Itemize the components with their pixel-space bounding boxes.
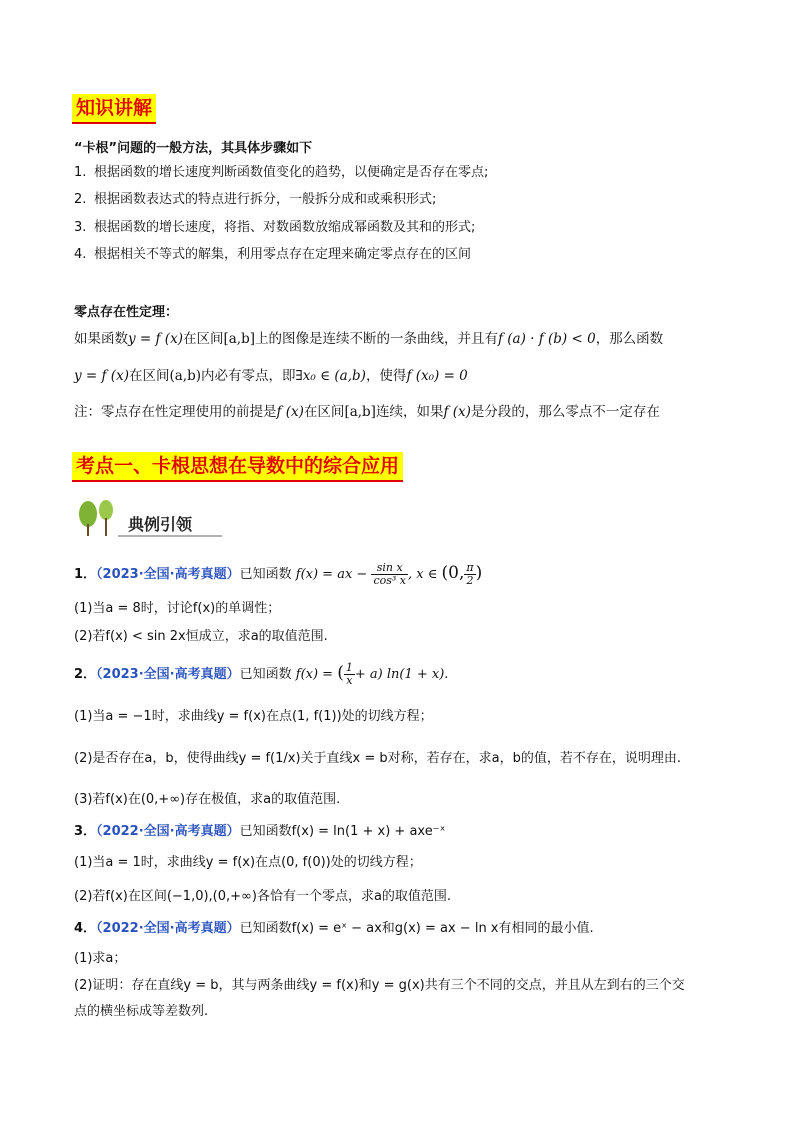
text: ，那么函数 xyxy=(595,331,664,347)
step-4 xyxy=(74,246,471,264)
text: 在区间 xyxy=(182,331,224,347)
text: 注：零点存在性定理使用的前提是 xyxy=(74,404,277,420)
math-interval: [a,b] xyxy=(344,404,376,420)
math-expr: , x ∈ xyxy=(408,567,438,582)
problem-source: （2022·全国·高考真题） xyxy=(96,921,240,936)
problem-2-q3: (3)若f(x)在(0,+∞)存在极值，求a的取值范围. xyxy=(74,792,341,807)
problem-number: 4． xyxy=(74,921,97,936)
fraction xyxy=(371,562,408,587)
step-text: 根据函数表达式的特点进行拆分，一般拆分成和或乘积形式; xyxy=(94,192,437,207)
step-text: 根据函数的增长速度，将指、对数函数放缩成幂函数及其和的形式; xyxy=(94,220,476,235)
text: 已知函数 xyxy=(239,567,292,582)
math-interval: (a,b) xyxy=(169,368,201,384)
problem-number: 3． xyxy=(74,824,97,839)
problem-2-q2: (2)是否存在a，b，使得曲线y = f(1/x)关于直线x = b对称，若存在，求a，b的值，若不存在，说明理由. xyxy=(74,751,682,766)
fraction-den: x xyxy=(346,674,353,687)
math-expr: f(x) = ax − xyxy=(295,567,368,582)
problem-1-q2: (2)若f(x) < sin 2x恒成立，求a的取值范围. xyxy=(74,629,328,644)
problem-number: 2． xyxy=(74,667,97,682)
intro-text: “卡根”问题的一般方法，其具体步骤如下 xyxy=(74,141,313,156)
problem-3-q2: (2)若f(x)在区间(−1,0),(0,+∞)各恰有一个零点，求a的取值范围. xyxy=(74,889,452,904)
fraction-den: 2 xyxy=(466,574,474,587)
problem-source: （2022·全国·高考真题） xyxy=(96,824,240,839)
fraction-num: π xyxy=(466,561,474,574)
step-number: 1. xyxy=(74,165,87,180)
text: 是分段的，那么零点不一定存在 xyxy=(470,404,660,420)
math-bracket: ( xyxy=(337,663,344,683)
text: ，使得 xyxy=(365,368,407,384)
math-expr: y = f (x) xyxy=(74,368,129,384)
theorem-line-2 xyxy=(74,365,468,387)
section-title-knowledge: 知识讲解 xyxy=(72,94,156,124)
step-2 xyxy=(74,191,436,209)
theorem-title: 零点存在性定理： xyxy=(74,305,179,320)
step-number: 3. xyxy=(74,220,87,235)
problem-source: （2023·全国·高考真题） xyxy=(96,567,240,582)
text: 连续，如果 xyxy=(375,404,444,420)
step-text: 根据函数的增长速度判断函数值变化的趋势，以便确定是否存在零点; xyxy=(94,165,489,180)
problem-4-stem xyxy=(74,918,594,940)
text: 已知函数f(x) = eˣ − ax和g(x) = ax − ln x有相同的最小值. xyxy=(239,921,594,936)
math-expr: ∃x₀ ∈ (a,b) xyxy=(295,368,366,384)
math-bracket: (0, xyxy=(441,563,465,583)
math-interval: [a,b] xyxy=(223,331,255,347)
step-number: 2. xyxy=(74,192,87,207)
problem-number: 1． xyxy=(74,567,97,582)
step-number: 4. xyxy=(74,247,87,262)
fraction-num: sin x xyxy=(371,562,408,575)
fraction xyxy=(344,662,355,687)
theorem-line-1 xyxy=(74,328,663,350)
problem-source: （2023·全国·高考真题） xyxy=(96,667,240,682)
text: 在区间 xyxy=(128,368,170,384)
math-expr: f (x) xyxy=(276,404,304,420)
text: 已知函数 xyxy=(239,667,292,682)
problem-1-q1: (1)当a = 8时，讨论f(x)的单调性； xyxy=(74,601,281,616)
math-expr: y = f (x) xyxy=(128,331,183,347)
step-3 xyxy=(74,219,475,237)
math-bracket: ) xyxy=(475,563,483,583)
problem-2-q1: (1)当a = −1时，求曲线y = f(x)在点(1, f(1))处的切线方程； xyxy=(74,709,433,724)
text: 如果函数 xyxy=(74,331,128,347)
fraction-den: cos³ x xyxy=(373,574,407,587)
fraction-num: 1 xyxy=(345,661,353,674)
problem-4-q1: (1)求a； xyxy=(74,951,127,966)
problem-2-stem xyxy=(74,662,448,687)
text: 内必有零点，即 xyxy=(200,368,296,384)
math-expr: f (x) xyxy=(443,404,471,420)
step-text: 根据相关不等式的解集，利用零点存在定理来确定零点存在的区间 xyxy=(94,247,472,262)
text: 在区间 xyxy=(303,404,345,420)
math-expr: + a) ln(1 + x). xyxy=(354,667,449,682)
problem-3-q1: (1)当a = 1时，求曲线y = f(x)在点(0, f(0))处的切线方程； xyxy=(74,855,422,870)
math-expr: f (a) · f (b) < 0 xyxy=(497,331,596,347)
problem-4-q2-line1: (2)证明：存在直线y = b，其与两条曲线y = f(x)和y = g(x)共有三个不同的交点，并且从左到右的三个交 xyxy=(74,978,685,993)
banner-label: 典例引领 xyxy=(128,515,193,534)
text: 已知函数f(x) = ln(1 + x) + axe⁻ˣ xyxy=(239,824,446,839)
problem-1-stem xyxy=(74,562,482,587)
section-title-topic-1: 考点一、卡根思想在导数中的综合应用 xyxy=(72,452,403,482)
problem-4-q2-line2: 点的横坐标成等差数列. xyxy=(74,1004,209,1019)
theorem-note xyxy=(74,401,660,423)
fraction xyxy=(464,562,475,587)
math-expr: f (x₀) = 0 xyxy=(406,368,468,384)
text: 上的图像是连续不断的一条曲线，并且有 xyxy=(254,331,498,347)
step-1 xyxy=(74,164,488,182)
math-expr: f(x) = xyxy=(295,667,334,682)
problem-3-stem xyxy=(74,821,445,843)
